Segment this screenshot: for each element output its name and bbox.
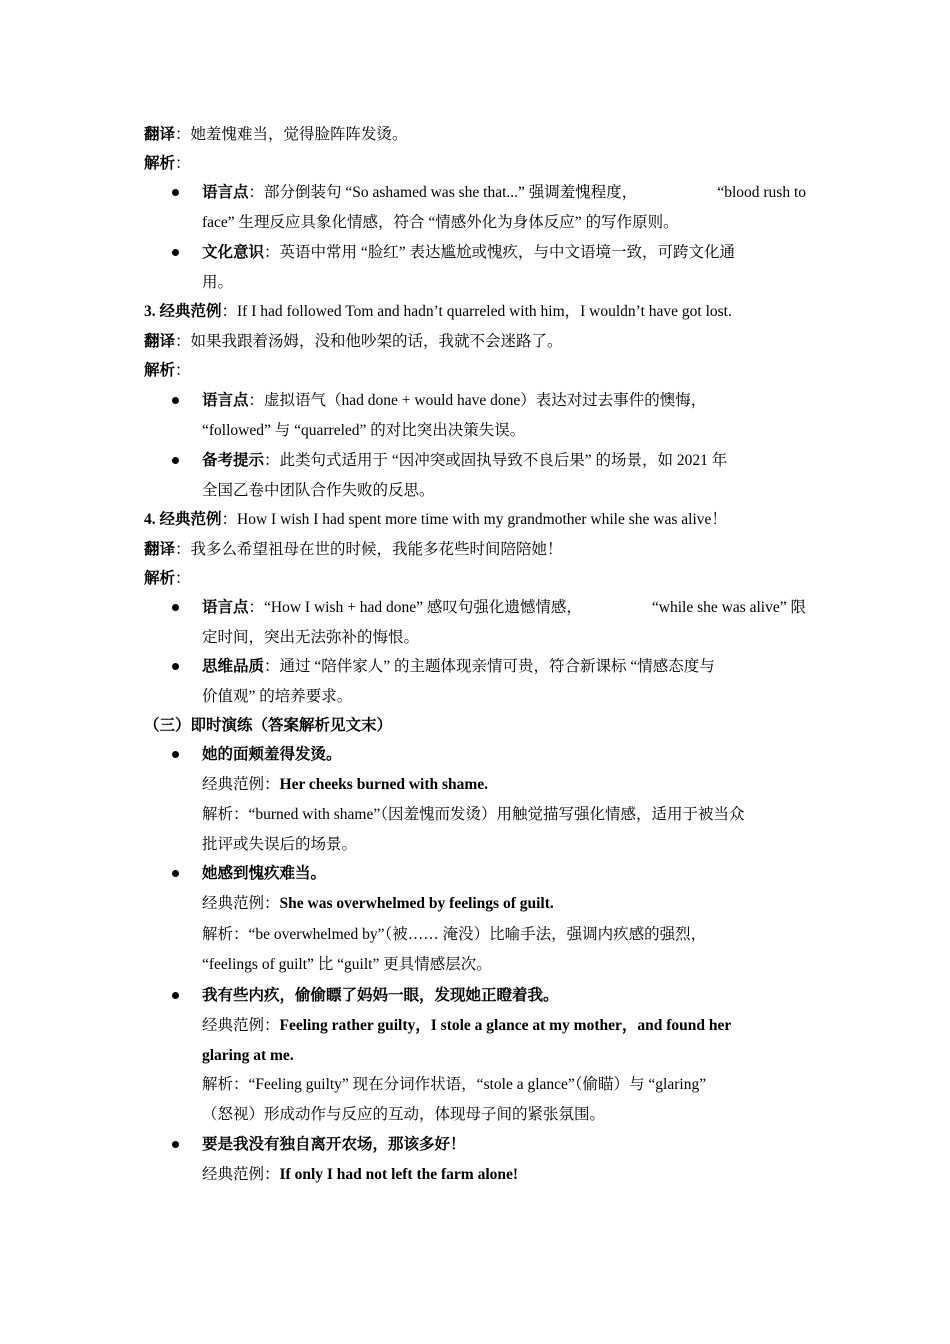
bullet-text: ：部分倒装句 “So ashamed was she that...” 强调羞愧程度， xyxy=(248,184,638,201)
bullet-icon xyxy=(172,249,179,256)
analysis-colon: ： xyxy=(175,570,191,587)
example3-bullet1-line2: “followed” 与 “quarreled” 的对比突出决策失误。 xyxy=(202,422,526,439)
example3-analysis-heading xyxy=(144,361,191,381)
practice-item1-analysis-line1 xyxy=(202,805,744,825)
bullet-icon xyxy=(172,663,179,670)
example-sentence: ：If I had followed Tom and hadn’t quarreled with him，I wouldn’t have got lost. xyxy=(221,303,732,320)
bullet-label: 语言点 xyxy=(202,184,249,201)
practice-item3-prompt: 我有些内疚，偷偷瞟了妈妈一眼，发现她正瞪着我。 xyxy=(202,987,559,1004)
analysis-colon: ： xyxy=(175,362,191,379)
example2-bullet1-line1 xyxy=(202,183,806,203)
bullet-icon xyxy=(172,870,179,877)
bullet-text: ：虚拟语气（had done + would have done）表达对过去事件的懊悔， xyxy=(248,392,707,409)
analysis-label: 解析 xyxy=(144,570,176,587)
practice-item1-answer xyxy=(202,775,488,795)
example-label: 经典范例： xyxy=(202,1017,280,1034)
analysis-label: 解析： xyxy=(202,926,249,943)
bullet-label: 语言点 xyxy=(202,599,249,616)
example3-translation xyxy=(144,332,563,352)
example4-bullet2-line1 xyxy=(202,657,715,677)
practice-heading: （三）即时演练（答案解析见文末） xyxy=(144,717,393,734)
example2-bullet1-line2: face” 生理反应具象化情感，符合 “情感外化为身体反应” 的写作原则。 xyxy=(202,214,679,231)
bullet-label: 语言点 xyxy=(202,392,249,409)
practice-item1-prompt: 她的面颊羞得发烫。 xyxy=(202,746,342,763)
example-sentence: ：How I wish I had spent more time with my grandmother while she was alive！ xyxy=(221,511,727,528)
analysis-label: 解析 xyxy=(144,362,176,379)
answer-text: If only I had not left the farm alone! xyxy=(279,1166,519,1183)
practice-item4-prompt: 要是我没有独自离开农场，那该多好！ xyxy=(202,1136,466,1153)
example-label: 经典范例： xyxy=(202,776,280,793)
example4-translation xyxy=(144,540,563,560)
example-label: 经典范例： xyxy=(202,1166,280,1183)
analysis-text: “burned with shame”（因羞愧而发烫）用触觉描写强化情感，适用于被当众 xyxy=(248,806,745,823)
practice-item3-analysis-line2: （怒视）形成动作与反应的互动，体现母子间的紧张氛围。 xyxy=(202,1106,606,1123)
translation-text: ：她羞愧难当，觉得脸阵阵发烫。 xyxy=(175,126,408,143)
practice-item2-analysis-line2: “feelings of guilt” 比 “guilt” 更具情感层次。 xyxy=(202,956,492,973)
example-label: 经典范例： xyxy=(202,895,280,912)
answer-text: She was overwhelmed by feelings of guilt. xyxy=(279,895,554,912)
analysis-label: 解析： xyxy=(202,806,249,823)
practice-item3-analysis-line1 xyxy=(202,1075,706,1095)
bullet-icon xyxy=(172,1141,179,1148)
example2-analysis-heading xyxy=(144,154,191,174)
answer-text: Feeling rather guilty，I stole a glance at my mother，and found her xyxy=(279,1017,732,1034)
translation-label: 翻译 xyxy=(144,333,176,350)
translation-label: 翻译 xyxy=(144,541,176,558)
bullet-icon xyxy=(172,397,179,404)
practice-item2-answer xyxy=(202,894,554,914)
bullet-text-end: “while she was alive” 限 xyxy=(651,599,806,616)
example3-sentence xyxy=(144,302,732,322)
example2-bullet2-line2: 用。 xyxy=(202,274,234,291)
bullet-text: ：通过 “陪伴家人” 的主题体现亲情可贵，符合新课标 “情感态度与 xyxy=(264,658,715,675)
bullet-icon xyxy=(172,992,179,999)
bullet-label: 思维品质 xyxy=(202,658,265,675)
translation-text: ：如果我跟着汤姆，没和他吵架的话，我就不会迷路了。 xyxy=(175,333,563,350)
translation-label: 翻译 xyxy=(144,126,176,143)
example-label: 4. 经典范例 xyxy=(144,511,222,528)
example4-analysis-heading xyxy=(144,569,191,589)
practice-item3-answer-line2: glaring at me. xyxy=(202,1047,294,1064)
example3-bullet2-line1 xyxy=(202,451,727,471)
practice-item2-prompt: 她感到愧疚难当。 xyxy=(202,865,327,882)
bullet-icon xyxy=(172,457,179,464)
analysis-label: 解析 xyxy=(144,155,176,172)
example2-bullet2-line1 xyxy=(202,243,735,263)
example4-sentence xyxy=(144,510,727,530)
bullet-text: ：英语中常用 “脸红” 表达尴尬或愧疚，与中文语境一致，可跨文化通 xyxy=(264,244,736,261)
practice-item3-answer-line1 xyxy=(202,1016,731,1036)
bullet-text: ：此类句式适用于 “因冲突或固执导致不良后果” 的场景，如 2021 年 xyxy=(264,452,728,469)
bullet-label: 文化意识 xyxy=(202,244,265,261)
example3-bullet1-line1 xyxy=(202,391,706,411)
example4-bullet1-line1 xyxy=(202,598,806,618)
translation-text: ：我多么希望祖母在世的时候，我能多花些时间陪陪她！ xyxy=(175,541,563,558)
practice-item1-analysis-line2: 批评或失误后的场景。 xyxy=(202,836,358,853)
bullet-icon xyxy=(172,189,179,196)
example3-bullet2-line2: 全国乙卷中团队合作失败的反思。 xyxy=(202,482,435,499)
example4-bullet2-line2: 价值观” 的培养要求。 xyxy=(202,688,353,705)
bullet-text-end: “blood rush to xyxy=(717,184,806,201)
bullet-icon xyxy=(172,604,179,611)
example-label: 3. 经典范例 xyxy=(144,303,222,320)
bullet-text: ：“How I wish + had done” 感叹句强化遗憾情感， xyxy=(248,599,582,616)
analysis-colon: ： xyxy=(175,155,191,172)
analysis-label: 解析： xyxy=(202,1076,249,1093)
example2-translation xyxy=(144,125,408,145)
answer-text: Her cheeks burned with shame. xyxy=(279,776,489,793)
bullet-label: 备考提示 xyxy=(202,452,265,469)
practice-item2-analysis-line1 xyxy=(202,925,706,945)
practice-item4-answer xyxy=(202,1165,518,1185)
bullet-icon xyxy=(172,751,179,758)
analysis-text: “be overwhelmed by”（被…… 淹没）比喻手法，强调内疚感的强烈， xyxy=(248,926,707,943)
analysis-text: “Feeling guilty” 现在分词作状语，“stole a glance”（偷瞄）与 “glaring” xyxy=(248,1076,707,1093)
example4-bullet1-line2: 定时间，突出无法弥补的悔恨。 xyxy=(202,629,420,646)
